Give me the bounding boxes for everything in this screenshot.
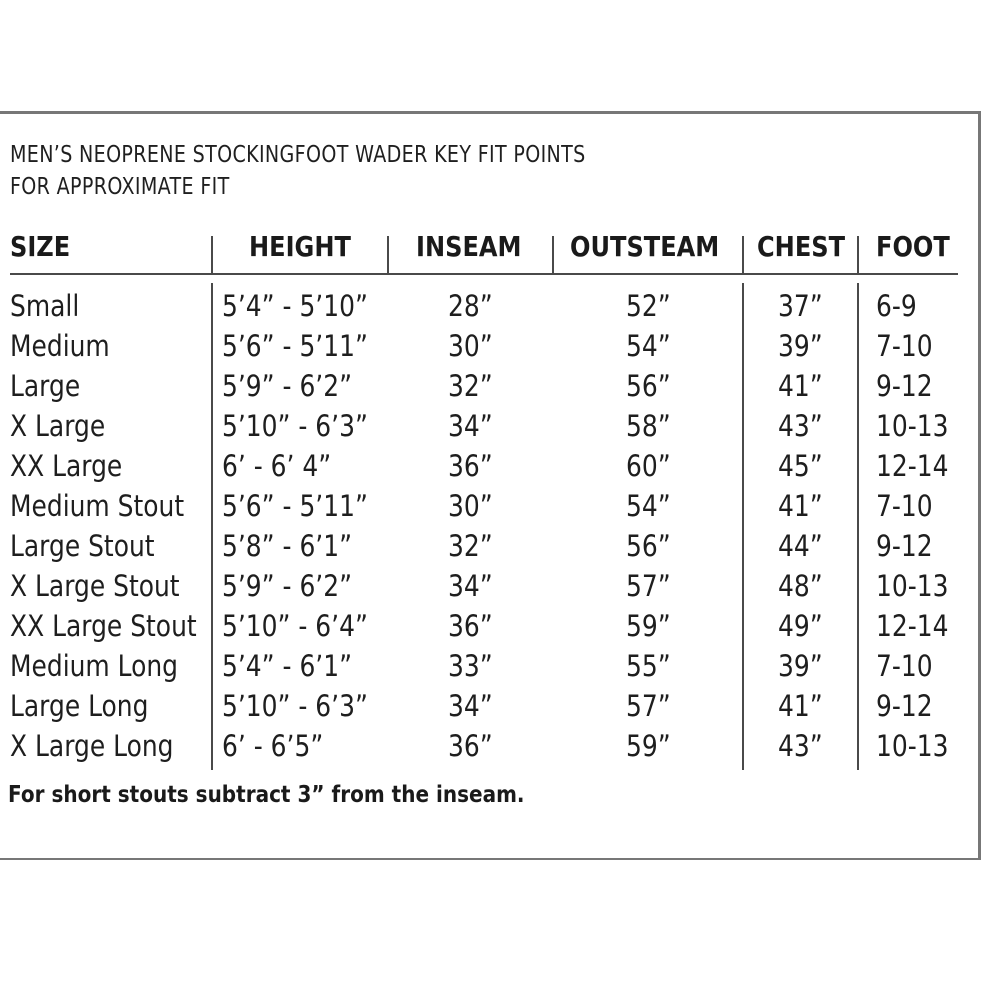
column-header-chest: CHEST	[757, 230, 846, 263]
header-divider	[387, 236, 389, 274]
height-cell: 6’ - 6’5”	[222, 729, 324, 763]
inseam-cell: 36”	[448, 609, 493, 643]
height-cell: 5’6” - 5’11”	[222, 329, 368, 363]
column-header-outseam: OUTSTEAM	[570, 230, 720, 263]
table-row	[0, 646, 982, 686]
column-header-size: SIZE	[10, 230, 71, 263]
foot-cell: 12-14	[876, 609, 949, 643]
height-cell: 5’6” - 5’11”	[222, 489, 368, 523]
height-cell: 5’10” - 6’3”	[222, 689, 368, 723]
inseam-cell: 28”	[448, 289, 493, 323]
chart-title: MEN’S NEOPRENE STOCKINGFOOT WADER KEY FIT POINTS	[10, 142, 586, 168]
size-cell: Large Stout	[10, 529, 155, 563]
size-cell: X Large Long	[10, 729, 174, 763]
inseam-cell: 32”	[448, 529, 493, 563]
outseam-cell: 59”	[626, 609, 671, 643]
outseam-cell: 54”	[626, 489, 671, 523]
chest-cell: 41”	[778, 489, 823, 523]
foot-cell: 7-10	[876, 329, 933, 363]
height-cell: 5’4” - 6’1”	[222, 649, 353, 683]
footnote: For short stouts subtract 3” from the inseam.	[8, 782, 525, 808]
chest-cell: 43”	[778, 409, 823, 443]
table-row	[0, 486, 982, 526]
foot-cell: 10-13	[876, 729, 949, 763]
chest-cell: 48”	[778, 569, 823, 603]
inseam-cell: 33”	[448, 649, 493, 683]
size-cell: Large	[10, 369, 81, 403]
height-cell: 5’4” - 5’10”	[222, 289, 368, 323]
size-cell: X Large	[10, 409, 106, 443]
table-row	[0, 526, 982, 566]
foot-cell: 10-13	[876, 409, 949, 443]
height-cell: 5’10” - 6’4”	[222, 609, 368, 643]
size-cell: Small	[10, 289, 80, 323]
outseam-cell: 57”	[626, 569, 671, 603]
header-divider	[211, 236, 213, 274]
outseam-cell: 57”	[626, 689, 671, 723]
outseam-cell: 56”	[626, 369, 671, 403]
table-row	[0, 606, 982, 646]
size-cell: Medium Stout	[10, 489, 185, 523]
outseam-cell: 55”	[626, 649, 671, 683]
size-cell: Medium	[10, 329, 110, 363]
height-cell: 5’9” - 6’2”	[222, 369, 353, 403]
header-divider	[857, 236, 859, 274]
size-cell: X Large Stout	[10, 569, 180, 603]
size-cell: Medium Long	[10, 649, 179, 683]
outseam-cell: 59”	[626, 729, 671, 763]
table-row	[0, 286, 982, 326]
height-cell: 5’9” - 6’2”	[222, 569, 353, 603]
outseam-cell: 56”	[626, 529, 671, 563]
size-cell: Large Long	[10, 689, 149, 723]
inseam-cell: 32”	[448, 369, 493, 403]
chest-cell: 49”	[778, 609, 823, 643]
table-row	[0, 726, 982, 766]
inseam-cell: 36”	[448, 729, 493, 763]
foot-cell: 9-12	[876, 689, 933, 723]
outseam-cell: 60”	[626, 449, 671, 483]
table-row	[0, 326, 982, 366]
column-header-height: HEIGHT	[249, 230, 351, 263]
column-header-foot: FOOT	[876, 230, 950, 263]
outseam-cell: 58”	[626, 409, 671, 443]
foot-cell: 9-12	[876, 369, 933, 403]
chest-cell: 43”	[778, 729, 823, 763]
table-row	[0, 566, 982, 606]
table-row	[0, 366, 982, 406]
inseam-cell: 30”	[448, 329, 493, 363]
chest-cell: 45”	[778, 449, 823, 483]
size-cell: XX Large Stout	[10, 609, 197, 643]
header-divider	[552, 236, 554, 274]
chart-subtitle: FOR APPROXIMATE FIT	[10, 174, 230, 200]
height-cell: 5’8” - 6’1”	[222, 529, 353, 563]
header-divider	[742, 236, 744, 274]
foot-cell: 7-10	[876, 649, 933, 683]
inseam-cell: 30”	[448, 489, 493, 523]
size-cell: XX Large	[10, 449, 123, 483]
chest-cell: 39”	[778, 649, 823, 683]
inseam-cell: 36”	[448, 449, 493, 483]
foot-cell: 10-13	[876, 569, 949, 603]
header-underline	[10, 273, 958, 275]
foot-cell: 9-12	[876, 529, 933, 563]
table-row	[0, 446, 982, 486]
table-row	[0, 686, 982, 726]
chest-cell: 39”	[778, 329, 823, 363]
outseam-cell: 52”	[626, 289, 671, 323]
chest-cell: 44”	[778, 529, 823, 563]
chest-cell: 41”	[778, 689, 823, 723]
column-header-inseam: INSEAM	[416, 230, 522, 263]
chest-cell: 37”	[778, 289, 823, 323]
inseam-cell: 34”	[448, 689, 493, 723]
outseam-cell: 54”	[626, 329, 671, 363]
inseam-cell: 34”	[448, 569, 493, 603]
table-row	[0, 406, 982, 446]
height-cell: 6’ - 6’ 4”	[222, 449, 332, 483]
foot-cell: 12-14	[876, 449, 949, 483]
inseam-cell: 34”	[448, 409, 493, 443]
foot-cell: 6-9	[876, 289, 917, 323]
chest-cell: 41”	[778, 369, 823, 403]
foot-cell: 7-10	[876, 489, 933, 523]
height-cell: 5’10” - 6’3”	[222, 409, 368, 443]
